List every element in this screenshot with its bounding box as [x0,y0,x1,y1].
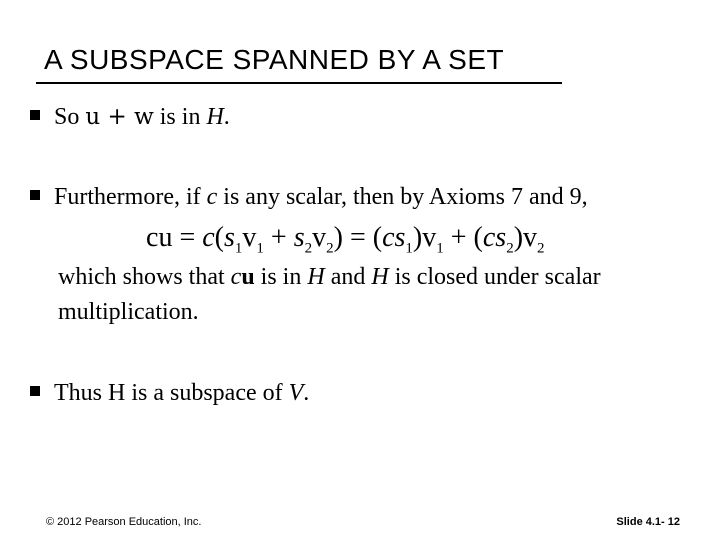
bullet-square-icon [30,190,40,200]
bullet-3 [30,380,309,407]
footer-slide-number: Slide 4.1- 12 [616,516,680,528]
continuation-line-2: multiplication. [58,299,199,325]
bullet-2 [30,184,588,211]
bullet-3-V: V [288,380,304,406]
bullet-square-icon [30,386,40,396]
title-underline [36,82,562,84]
bullet-1-end: . [223,104,230,130]
bullet-1-suffix: is in [153,104,207,130]
footer-copyright: © 2012 Pearson Education, Inc. [46,516,202,528]
bullet-1-H: H [206,104,224,130]
continuation-line-1: which shows that cu is in H and H is closed under scalar [58,264,601,290]
bullet-3-text: Thus H is a subspace of [54,380,289,406]
bullet-2-text-a: Furthermore, if [54,184,207,210]
scalar-equation: cu = $c(s_1v_1 + s_2v_2) = (cs_1)v_1 + (cs_2)v_2$ [146,222,545,257]
bullet-2-text-b: is any scalar, then by Axioms 7 and 9, [217,184,588,210]
bullet-square-icon [30,110,40,120]
bullet-1 [30,104,230,131]
bullet-2-c: c [206,184,218,210]
bullet-1-expression: u + w [85,104,154,130]
bullet-1-prefix: So [54,104,86,130]
slide-title: A SUBSPACE SPANNED BY A SET [44,44,505,75]
bullet-3-end: . [303,380,310,406]
